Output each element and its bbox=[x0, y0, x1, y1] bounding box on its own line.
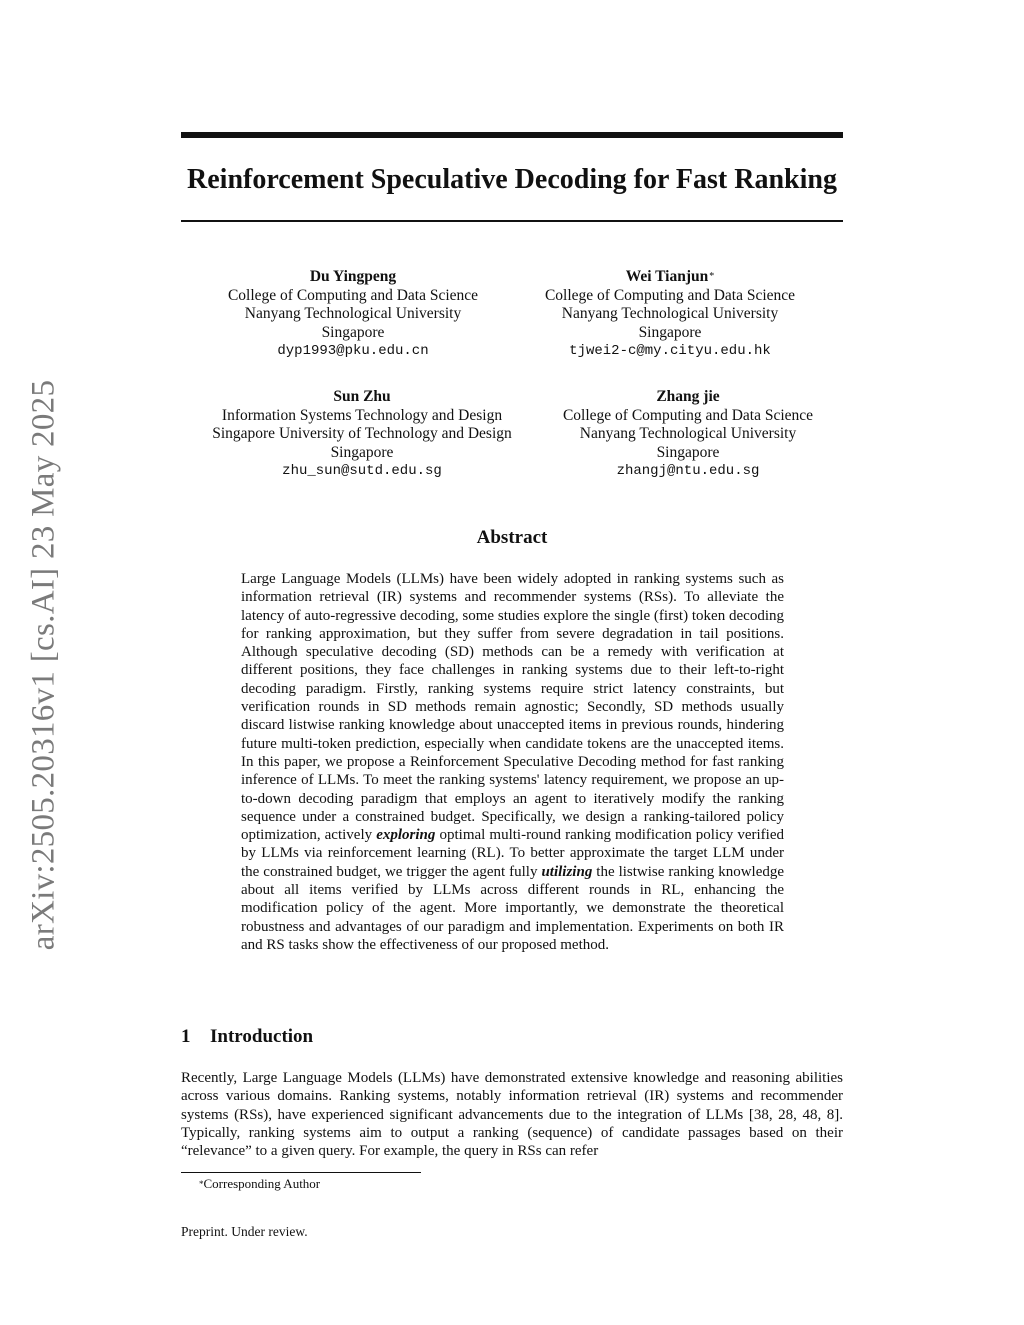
abstract-text-part: Large Language Models (LLMs) have been widely adopted in ranking systems such as information retrieval (IR) systems and recommender systems (RSs). To alleviate the latency of auto-regressive decoding, some studies explore the single (first) token decoding for ranking approximation, but they suffer from severe degradation in tail positions. Although speculative decoding (SD) methods can be a remedy with verification at different positions, they face challenges in ranking systems due to their left-to-right decoding paradigm. Firstly, ranking systems require strict latency constraints, but verification rounds in SD methods remain agnostic; Secondly, SD methods usually discard listwise ranking knowledge about unaccepted items in previous rounds, hindering future multi-token prediction, especially when candidate tokens are the unaccepted items. In this paper, we propose a Reinforcement Speculative Decoding method for fast ranking inference of LLMs. To meet the ranking systems' latency requirement, we propose an up-to-down decoding paradigm that employs an agent to iteratively modify the ranking sequence under a constrained budget. Specifically, we design a ranking-tailored policy optimization, actively bbox=[241, 571, 784, 844]
footnote-text: Corresponding Author bbox=[203, 1176, 321, 1191]
abstract-emphasis: exploring bbox=[376, 827, 436, 844]
author-email[interactable]: zhu_sun@sutd.edu.sg bbox=[282, 463, 442, 479]
footnote-rule bbox=[181, 1172, 421, 1173]
author-email[interactable]: zhangj@ntu.edu.sg bbox=[616, 463, 760, 479]
author-affiliation: Nanyang Technological University bbox=[579, 425, 797, 442]
author-affiliation: Nanyang Technological University bbox=[244, 305, 462, 322]
author-name: Zhang jie bbox=[656, 388, 720, 405]
author-name: Sun Zhu bbox=[333, 388, 391, 405]
author-affiliation: Information Systems Technology and Design bbox=[221, 406, 503, 424]
author-name: Wei Tianjun bbox=[625, 268, 709, 285]
author-affiliation: Singapore University of Technology and Design bbox=[212, 425, 512, 442]
introduction-text: Recently, Large Language Models (LLMs) have demonstrated extensive knowledge and reasoning abilities across various domains. Ranking systems, notably information retrieval (IR) systems and recommender systems (RSs), have experienced significant advancements due to the integration of LLMs [38, 28, 48, 8]. Typically, ranking systems aim to output a ranking (sequence) of candidate passages based on their “relevance” to a given query. For example, the query in RSs can refer bbox=[181, 1070, 843, 1160]
author-location: Singapore bbox=[638, 323, 702, 341]
author-block bbox=[541, 388, 835, 481]
preprint-notice: Preprint. Under review. bbox=[181, 1224, 308, 1239]
abstract-emphasis: utilizing bbox=[541, 863, 593, 880]
author-location: Singapore bbox=[656, 443, 720, 461]
abstract-heading: Abstract bbox=[476, 527, 548, 548]
author-location: Singapore bbox=[321, 323, 385, 341]
section-title: Introduction bbox=[210, 1026, 314, 1047]
abstract-text bbox=[241, 570, 784, 954]
author-name: Du Yingpeng bbox=[309, 268, 397, 285]
author-affiliation: Nanyang Technological University bbox=[561, 305, 779, 322]
section-heading-introduction bbox=[181, 1024, 313, 1050]
author-block bbox=[523, 268, 817, 361]
author-location: Singapore bbox=[330, 443, 394, 461]
author-email[interactable]: dyp1993@pku.edu.cn bbox=[277, 343, 429, 359]
author-block bbox=[189, 388, 535, 481]
section-number: 1 bbox=[181, 1026, 191, 1047]
author-affiliation: College of Computing and Data Science bbox=[544, 286, 796, 304]
title-top-rule bbox=[181, 132, 843, 138]
arxiv-identifier: arXiv:2505.20316v1 [cs.AI] 23 May 2025 bbox=[25, 379, 62, 951]
author-name-line bbox=[523, 268, 817, 287]
author-affiliation: College of Computing and Data Science bbox=[227, 286, 479, 304]
title-bottom-rule bbox=[181, 220, 843, 222]
paper-title: Reinforcement Speculative Decoding for Fast Ranking bbox=[187, 164, 837, 195]
footnote bbox=[199, 1175, 320, 1193]
footnote-marker: * bbox=[199, 1179, 204, 1189]
author-block bbox=[199, 268, 507, 361]
abstract-text-part: the listwise ranking knowledge about all items verified by LLMs across different rounds in RL, enhancing the modification policy of the agent. More importantly, we demonstrate the theoretical robustness and advantages of our paradigm and implementation. Experiments on both IR and RS tasks show the effectiveness of our proposed method. bbox=[241, 863, 785, 953]
author-affiliation: College of Computing and Data Science bbox=[562, 406, 814, 424]
abstract-text-part: optimal multi-round ranking modification policy verified by LLMs via reinforcement learning (RL). To better approximate the target LLM under the constrained budget, we trigger the agent fully bbox=[241, 827, 784, 880]
author-email[interactable]: tjwei2-c@my.cityu.edu.hk bbox=[569, 343, 771, 359]
corresponding-author-marker: * bbox=[709, 271, 715, 282]
